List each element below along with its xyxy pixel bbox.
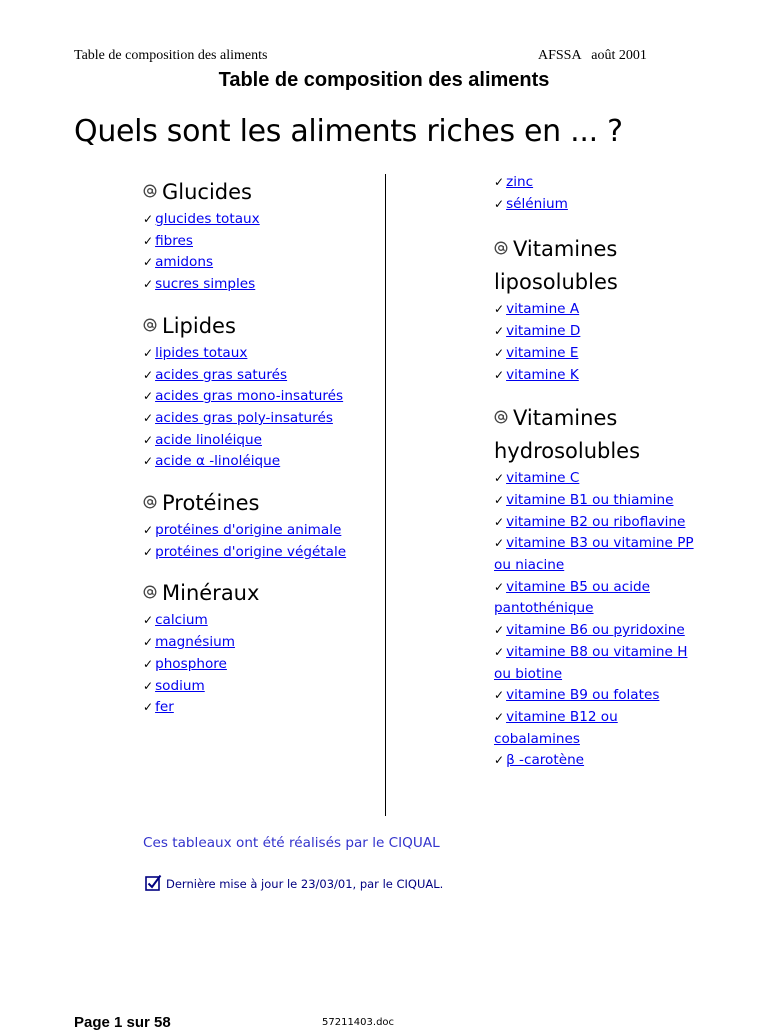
item-link[interactable]: sodium (155, 677, 205, 694)
item-link[interactable]: vitamine E (506, 344, 579, 361)
section-items (494, 468, 704, 772)
checkmark-icon: ✓ (143, 233, 154, 248)
checkmark-icon: ✓ (494, 324, 505, 339)
item-link[interactable]: magnésium (155, 634, 235, 651)
header-left: Table de composition des aliments (74, 48, 268, 63)
section-title (494, 402, 704, 468)
list-item (143, 408, 368, 430)
checkmark-icon: ✓ (143, 656, 154, 671)
list-item (494, 642, 704, 685)
page-number: Page 1 sur 58 (74, 1014, 171, 1031)
section-items (143, 209, 368, 296)
item-link[interactable]: acides gras mono-insaturés (155, 388, 344, 405)
section-title-text: Glucides (162, 180, 252, 204)
at-sign-icon (143, 184, 157, 198)
checkmark-icon: ✓ (143, 277, 154, 292)
item-link[interactable]: vitamine C (506, 470, 580, 487)
section-title (143, 310, 368, 343)
list-item (494, 577, 704, 620)
item-link[interactable]: vitamine A (506, 301, 580, 318)
list-item (494, 533, 704, 576)
item-link[interactable]: protéines d'origine animale (155, 522, 342, 539)
list-item (494, 299, 704, 321)
item-link[interactable]: vitamine B8 ou vitamine H ou biotine (494, 643, 688, 682)
list-item (494, 468, 704, 490)
at-sign-icon (494, 241, 508, 255)
section-mineraux (143, 577, 368, 719)
checkmark-icon: ✓ (494, 471, 505, 486)
checkmark-icon: ✓ (494, 345, 505, 360)
update-note: Dernière mise à jour le 23/03/01, par le CIQUAL. (166, 877, 444, 891)
list-item (143, 542, 368, 564)
item-link[interactable]: zinc (506, 174, 534, 190)
item-link[interactable]: vitamine B3 ou vitamine PP ou niacine (494, 535, 694, 574)
checkmark-icon: ✓ (494, 514, 505, 529)
list-item (143, 365, 368, 387)
item-link[interactable]: vitamine B6 ou pyridoxine (506, 622, 685, 639)
list-item (494, 321, 704, 343)
checkmark-icon: ✓ (143, 454, 154, 469)
list-item (494, 620, 704, 642)
list-item (143, 697, 368, 719)
item-link[interactable]: vitamine B1 ou thiamine (506, 491, 674, 508)
list-item (143, 252, 368, 274)
checkmark-icon: ✓ (143, 432, 154, 447)
left-column (143, 176, 368, 733)
checkmark-icon: ✓ (494, 623, 505, 638)
section-title (143, 176, 368, 209)
list-item (494, 365, 704, 387)
list-item (143, 632, 368, 654)
list-item (143, 231, 368, 253)
item-link[interactable]: sélénium (506, 195, 568, 212)
section-title-text: Vitamines liposolubles (494, 237, 618, 295)
list-item (143, 274, 368, 296)
checkmark-icon: ✓ (143, 635, 154, 650)
checkmark-icon: ✓ (143, 678, 154, 693)
section-title (143, 577, 368, 610)
section-items (143, 520, 368, 563)
checkmark-icon: ✓ (143, 255, 154, 270)
checkmark-icon: ✓ (143, 613, 154, 628)
header-right: AFSSA août 2001 (538, 48, 647, 63)
list-item (494, 343, 704, 365)
item-link[interactable]: lipides totaux (155, 344, 248, 361)
item-link[interactable]: acide linoléique (155, 431, 262, 448)
section-vitamines-liposolubles (494, 233, 704, 386)
item-link[interactable]: protéines d'origine végétale (155, 543, 347, 560)
list-item (494, 512, 704, 534)
checkmark-icon: ✓ (143, 544, 154, 559)
item-link[interactable]: phosphore (155, 655, 227, 672)
section-lipides (143, 310, 368, 473)
checkmark-icon: ✓ (143, 367, 154, 382)
section-title-text: Lipides (162, 313, 236, 338)
item-link[interactable]: vitamine K (506, 366, 579, 383)
at-sign-icon (143, 585, 157, 599)
list-item (143, 343, 368, 365)
checkmark-icon: ✓ (143, 212, 154, 226)
checkmark-icon: ✓ (494, 492, 505, 507)
at-sign-icon (494, 410, 508, 424)
footer-note: Ces tableaux ont été réalisés par le CIQUAL (143, 835, 440, 851)
section-title-text: Vitamines hydrosolubles (494, 406, 641, 464)
list-item (494, 490, 704, 512)
right-column (494, 172, 704, 788)
column-divider (385, 174, 386, 816)
item-link[interactable]: vitamine B5 ou acide pantothénique (494, 578, 650, 617)
checkmark-icon: ✓ (494, 302, 505, 317)
section-title (143, 487, 368, 520)
document-title: Table de composition des aliments (218, 69, 550, 91)
list-item (494, 194, 704, 216)
checkmark-icon: ✓ (143, 523, 154, 538)
item-link[interactable]: β -carotène (506, 752, 585, 769)
checkmark-icon: ✓ (143, 410, 154, 425)
section-vitamines-hydrosolubles (494, 402, 704, 772)
checkmark-icon: ✓ (494, 196, 505, 211)
at-sign-icon (143, 318, 157, 332)
item-link[interactable]: vitamine D (506, 323, 581, 340)
checkmark-icon: ✓ (494, 175, 505, 189)
list-item (143, 676, 368, 698)
item-link[interactable]: acides gras poly-insaturés (155, 409, 333, 426)
item-link[interactable]: fibres (155, 232, 193, 249)
checkmark-icon: ✓ (143, 389, 154, 404)
checkmark-icon: ✓ (494, 709, 505, 724)
item-link[interactable]: acide α -linoléique (155, 453, 281, 470)
list-item (494, 172, 704, 194)
item-link[interactable]: vitamine B12 ou cobalamines (494, 708, 618, 747)
section-proteines (143, 487, 368, 563)
checkmark-icon: ✓ (494, 688, 505, 703)
list-item (494, 750, 704, 772)
section-items (494, 299, 704, 386)
section-items (143, 343, 368, 473)
item-link[interactable]: calcium (155, 612, 208, 629)
checkmark-icon: ✓ (494, 644, 505, 659)
checked-box-icon (145, 874, 162, 894)
right-leading-list (494, 172, 704, 215)
document-id: 57211403.doc (322, 1017, 395, 1028)
item-link[interactable]: amidons (155, 254, 214, 271)
item-link[interactable]: vitamine B2 ou riboflavine (506, 513, 686, 530)
item-link[interactable]: fer (155, 699, 174, 716)
at-sign-icon (143, 495, 157, 509)
checkmark-icon: ✓ (143, 345, 154, 360)
section-title-text: Protéines (162, 491, 260, 516)
checkmark-icon: ✓ (494, 536, 505, 551)
item-link[interactable]: sucres simples (155, 276, 256, 293)
item-link[interactable]: vitamine B9 ou folates (506, 687, 660, 704)
checkmark-icon: ✓ (143, 700, 154, 715)
list-item (494, 707, 704, 750)
section-items (143, 610, 368, 719)
update-line (145, 874, 443, 894)
list-item (143, 451, 368, 473)
section-title-text: Minéraux (162, 581, 260, 606)
section-glucides (143, 176, 368, 296)
checkmark-icon: ✓ (494, 579, 505, 594)
list-item (143, 209, 368, 231)
section-title (494, 233, 704, 299)
item-link[interactable]: acides gras saturés (155, 366, 288, 383)
list-item (143, 386, 368, 408)
list-item (143, 610, 368, 632)
list-item (143, 654, 368, 676)
checkmark-icon: ✓ (494, 367, 505, 382)
list-item (143, 520, 368, 542)
page-headline: Quels sont les aliments riches en ... ? (74, 114, 623, 149)
list-item (494, 685, 704, 707)
list-item (143, 430, 368, 452)
item-link[interactable]: glucides totaux (155, 211, 260, 227)
checkmark-icon: ✓ (494, 753, 505, 768)
